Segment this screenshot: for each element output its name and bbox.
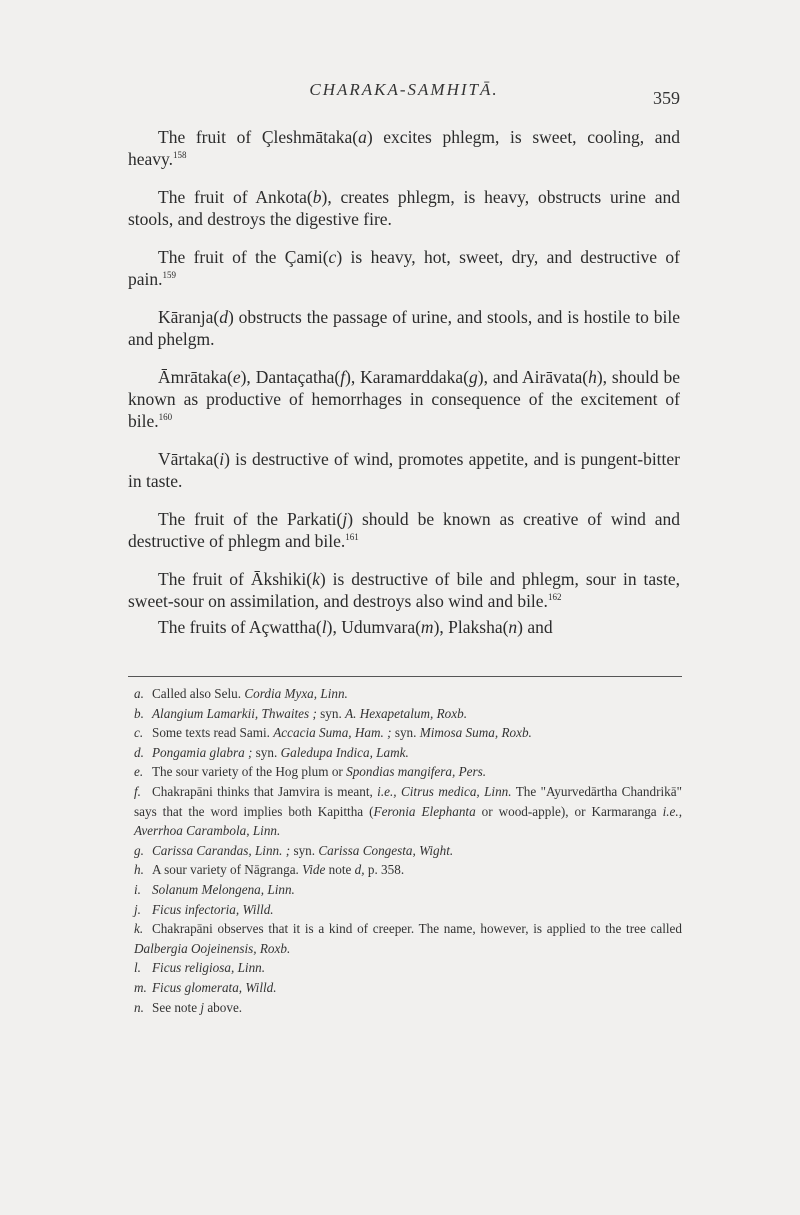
text-run: ) excites phlegm, is sweet, cooling, and heavy. [128,127,680,169]
footnote-label: e. [134,764,144,780]
footnote-italic: Pongamia glabra ; [152,744,253,760]
footnote-label: l. [134,960,141,976]
footnote-e [128,762,682,782]
footnote-h [128,860,682,880]
footnote-text: above. [204,999,243,1015]
footnote-italic: Dalbergia Oojeinensis, Roxb. [134,940,291,956]
note-marker: h [588,367,597,387]
text-run: ), Dantaçatha( [240,367,341,387]
footnote-italic: Carissa Congesta, Wight. [318,842,454,858]
footnote-label: a. [134,686,144,701]
text-run: Āmrātaka( [158,367,233,387]
verse-number: 158 [173,150,187,161]
footnote-italic: Ficus infectoria, Willd. [152,901,274,917]
paragraph-acwattha [128,616,680,638]
footnote-text: See note [152,999,201,1015]
footnote-text: Chakrapāni thinks that Jamvira is meant, [152,783,378,799]
footnote-n [128,998,682,1018]
footnote-label: m. [134,979,147,995]
note-marker: b [312,187,322,207]
page-number: 359 [653,88,680,108]
footnote-text: p. 358. [364,862,405,878]
footnote-f [128,782,682,841]
text-run: ), Udumvara( [326,617,421,637]
text-run: ), Plaksha( [433,617,509,637]
footnote-label: c. [134,725,144,741]
footnote-a [128,684,682,704]
footnote-rule [128,676,682,677]
text-run: ), should be known as productive of hemorrhages in consequence of the excitement of bile. [128,367,680,431]
footnote-text: note [325,862,355,878]
footnote-italic: Spondias mangifera, Pers. [346,764,487,780]
footnote-label: i. [134,881,141,897]
text-run: The fruit of the Parkati( [158,509,343,529]
footnote-italic: Ficus religiosa, Linn. [152,960,266,976]
footnote-i [128,880,682,900]
note-marker: g [469,367,478,387]
paragraph-ankota [128,186,680,230]
footnote-text: Called also Selu. [152,686,245,701]
note-marker: c [328,247,337,267]
note-marker: i [219,449,225,469]
note-marker: n [508,617,518,637]
note-marker: f [340,367,346,387]
main-text [128,126,680,638]
text-run: ) and [517,617,553,637]
note-marker: a [358,127,367,147]
footnote-k [128,919,682,958]
text-run: The fruit of Çleshmātaka( [158,127,359,147]
paragraph-parkati [128,508,680,552]
footnotes [128,684,682,1017]
text-run: ) is heavy, hot, sweet, dry, and destructive of pain. [128,247,680,289]
footnote-italic: Solanum Melongena, Linn. [152,881,295,897]
footnote-italic: Ficus glomerata, Willd. [152,979,277,995]
footnote-text: The "Ayurvedārtha Chandrikā" says that the word implies both Kapittha ( [134,783,682,819]
footnote-italic: Feronia Elephanta [373,803,476,819]
note-marker: j [342,509,348,529]
note-marker: k [312,569,320,589]
text-run: ) obstructs the passage of urine, and stools, and is hostile to bile and phelgm. [128,307,680,349]
footnote-italic: Alangium Lamarkii, Thwaites ; [152,705,317,721]
footnote-italic: Mimosa Suma, Roxb. [419,725,532,741]
footnote-label: d. [134,744,144,760]
note-marker: m [420,617,434,637]
verse-number: 159 [162,270,177,281]
verse-number: 162 [547,592,562,603]
page-header [128,80,680,110]
text-run: ), creates phlegm, is heavy, obstructs urine and stools, and destroys the digestive fire. [128,187,681,229]
footnote-c [128,723,682,743]
text-run: ), Karamarddaka( [345,367,469,387]
verse-number: 161 [345,532,359,543]
text-run: ) is destructive of bile and phlegm, sour in taste, sweet-sour on assimilation, and destroys also wind and bile. [128,569,680,611]
footnote-text: syn. [316,705,346,721]
footnote-italic: Accacia Suma, Ham. ; [273,725,392,741]
text-run: Kāranja( [158,307,220,327]
footnote-italic: Carissa Carandas, Linn. ; [152,842,291,858]
paragraph-akshiki [128,568,680,612]
footnote-italic: i.e., Averrhoa Carambola, Linn. [134,803,683,839]
note-marker: e [232,367,241,387]
text-run: ) is destructive of wind, promotes appetite, and is pungent-bitter in taste. [128,449,680,491]
running-title: CHARAKA-SAMHITĀ. [309,80,499,99]
footnote-label: j. [134,901,141,917]
footnote-italic: j [200,999,205,1015]
footnote-italic: i.e., Citrus medica, Linn. [377,783,512,799]
footnote-label: b. [134,705,144,721]
paragraph-vartaka [128,448,680,492]
text-run: Vārtaka( [158,449,220,469]
footnote-text: syn. [252,744,281,760]
footnote-label: g. [134,842,144,858]
text-run: ) should be known as creative of wind and destructive of phlegm and bile. [128,509,680,551]
note-marker: l [321,617,327,637]
footnote-label: n. [134,999,144,1015]
verse-number: 160 [158,412,173,423]
footnote-text: The sour variety of the Hog plum or [152,764,347,780]
text-run: The fruits of Açwattha( [158,617,322,637]
text-run: The fruit of the Çami( [158,247,329,267]
footnote-italic: A. Hexapetalum, Roxb. [345,705,468,721]
footnote-j [128,900,682,920]
footnote-text: syn. [391,725,420,741]
footnote-label: k. [134,921,144,937]
footnote-italic: d, [354,862,365,878]
note-marker: d [219,307,228,327]
paragraph-cleshmataka [128,126,680,170]
footnote-label: f. [134,783,141,799]
footnote-text: or wood-apple), or Karmaranga [475,803,663,819]
text-run: The fruit of Ankota( [158,187,313,207]
footnote-l [128,958,682,978]
footnote-b [128,704,682,724]
paragraph-karanja [128,306,680,350]
footnote-italic: Cordia Myxa, Linn. [244,686,348,701]
footnote-text: Chakrapāni observes that it is a kind of creeper. The name, however, is applied to the tree called [152,921,682,937]
footnote-d [128,743,682,763]
footnote-text: A sour variety of Nāgranga. [152,862,303,878]
paragraph-cami [128,246,680,290]
footnote-italic: Galedupa Indica, Lamk. [280,744,409,760]
footnote-label: h. [134,862,144,878]
text-run: ), and Airāvata( [477,367,589,387]
footnote-italic: Vide [302,862,326,878]
footnote-g [128,841,682,861]
footnote-text: syn. [290,842,319,858]
paragraph-amrataka [128,366,680,432]
footnote-text: Some texts read Sami. [152,725,274,741]
footnote-m [128,978,682,998]
text-run: The fruit of Ākshiki( [158,569,313,589]
